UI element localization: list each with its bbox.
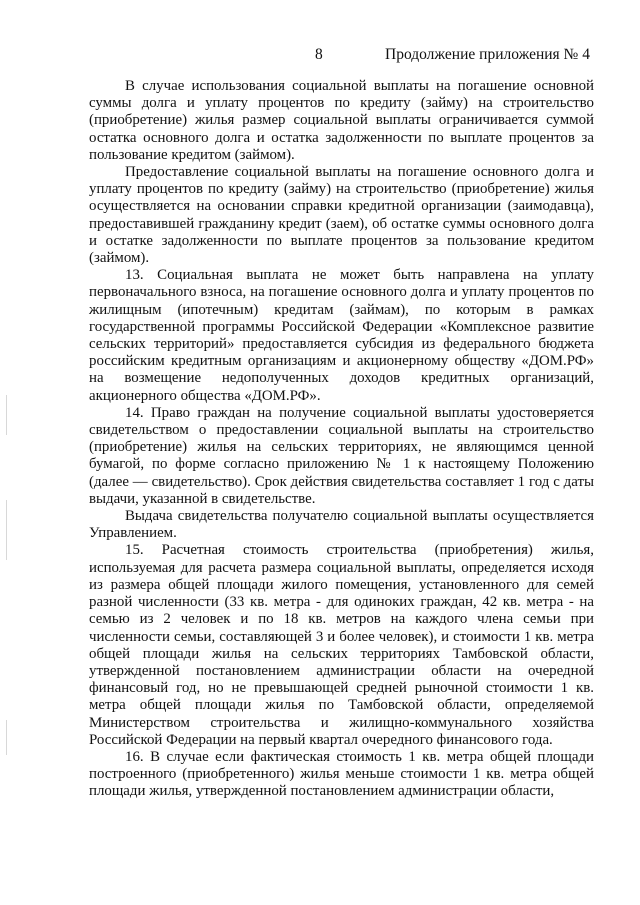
paragraph: 14. Право граждан на получение социальной выплаты удостоверяется свидетельством о предоставлении социальной выплаты на строительство (приобретение) жилья на сельских территориях, не являющимся ценной бумагой, по форме согласно приложению № 1 к настоящему Положению (далее — свидетельство). Срок действия свидетельства составляет 1 год с даты выдачи, указанной в свидетельстве.: [89, 404, 594, 507]
paragraph: 15. Расчетная стоимость строительства (приобретения) жилья, используемая для расчета размера социальной выплаты, определяется исходя из размера общей площади жилого помещения, установленного для семей разной численности (33 кв. метра - для одиноких граждан, 42 кв. метра - на семью из 2 человек и по 18 кв. метров на каждого члена семьи при численности семьи, составляющей 3 и более человек), и стоимости 1 кв. метра общей площади жилья на сельских территориях Тамбовской области, утвержденной постановлением администрации области на очередной финансовый год, но не превышающей средней рыночной стоимости 1 кв. метра общей площади жилья по Тамбовской области, определяемой Министерством строительства и жилищно-коммунального хозяйства Российской Федерации на первый квартал очередного финансового года.: [89, 542, 594, 748]
paragraph: В случае использования социальной выплаты на погашение основной суммы долга и уплату процентов по кредиту (займу) на строительство (приобретение) жилья размер социальной выплаты ограничивается суммой остатка основного долга и остатка задолженности по выплате процентов за пользование кредитом (займом).: [89, 78, 594, 163]
paragraph: 13. Социальная выплата не может быть направлена на уплату первоначального взноса, на погашение основного долга и уплату процентов по жилищным (ипотечным) кредитам (займам), по которым в рамках государственной программы Российской Федерации «Комплексное развитие сельских территорий» предоставляется субсидия из федерального бюджета российским кредитным организациям и акционерному обществу «ДОМ.РФ» на возмещение недополученных доходов кредитных организаций, акционерного общества «ДОМ.РФ».: [89, 267, 594, 404]
appendix-continuation: Продолжение приложения № 4: [385, 46, 590, 63]
paragraph: 16. В случае если фактическая стоимость 1 кв. метра общей площади построенного (приобретенного) жилья меньше стоимости 1 кв. метра общей площади жилья, утвержденной постановлением администрации области,: [89, 748, 594, 800]
scan-edge-mark: [6, 500, 7, 560]
scan-edge-mark: [6, 720, 7, 755]
paragraph: Предоставление социальной выплаты на погашение основного долга и уплату процентов по кредиту (займу) на строительство (приобретение) жилья осуществляется на основании справки кредитной организации (заимодавца), предоставившей гражданину кредит (заем), об остатке суммы основного долга и остатке задолженности по выплате процентов за пользование кредитом (займом).: [89, 164, 594, 267]
document-body: [89, 78, 594, 801]
page-number: 8: [315, 46, 323, 63]
page-header: [0, 46, 640, 68]
paragraph: Выдача свидетельства получателю социальной выплаты осуществляется Управлением.: [89, 508, 594, 542]
scan-edge-mark: [6, 395, 7, 435]
